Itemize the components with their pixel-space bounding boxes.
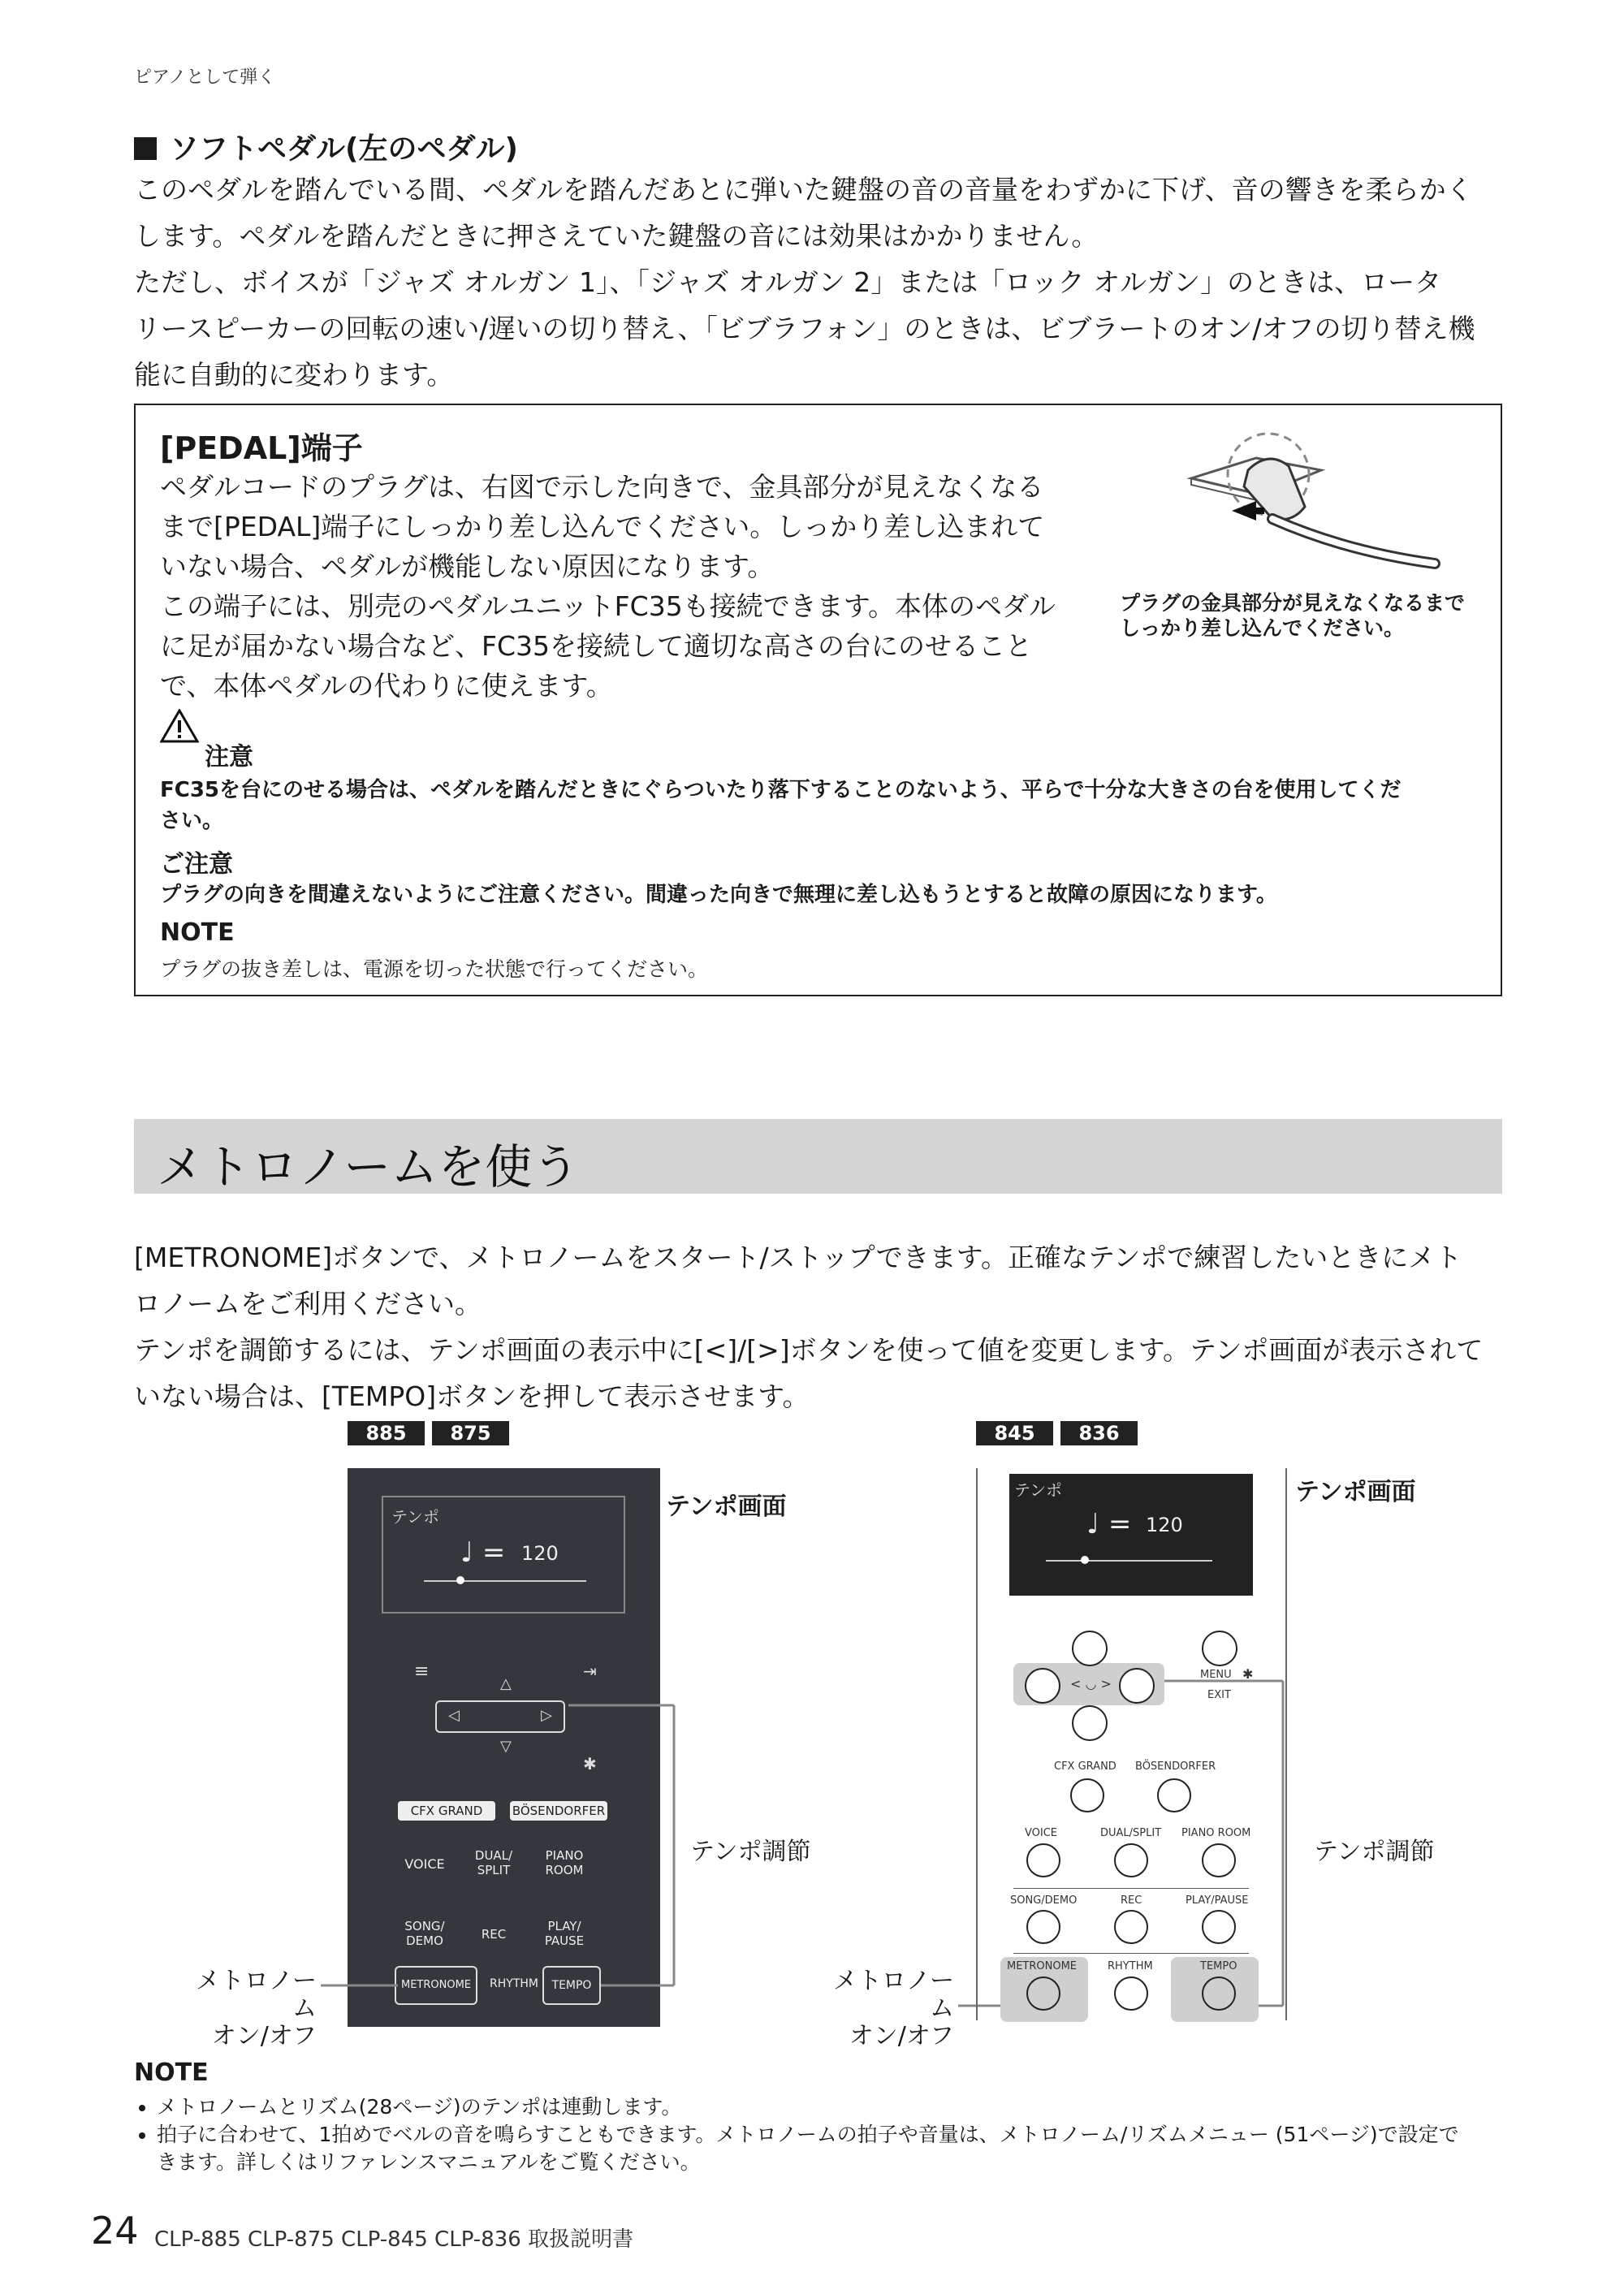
tempo-button[interactable]	[1202, 1976, 1236, 2011]
note-item	[157, 2121, 1514, 2176]
model-tag: 845	[976, 1421, 1053, 1445]
metronome-onoff-callout	[832, 1968, 954, 2050]
right-arrow-icon[interactable]: ▷	[541, 1707, 552, 1724]
metronome-line: いない場合は、[TEMPO]ボタンを押して表示させます。	[134, 1380, 810, 1412]
bosendorfer-button[interactable]: BÖSENDORFER	[510, 1801, 607, 1821]
soft-pedal-line: このペダルを踏んでいる間、ペダルを踏んだあとに弾いた鍵盤の音の音量をわずかに下げ、音の響きを柔らかく	[134, 174, 1473, 205]
tempo-button[interactable]: TEMPO	[542, 1966, 601, 2005]
bosendorfer-label: BÖSENDORFER	[1135, 1760, 1216, 1773]
soft-pedal-line: します。ペダルを踏んだときに押さえていた鍵盤の音には効果はかかりません。	[134, 220, 1099, 252]
model-tag: 875	[432, 1421, 509, 1445]
metronome-line: テンポを調節するには、テンポ画面の表示中に[<]/[>]ボタンを使って値を変更します。テンポ画面が表示されて	[134, 1334, 1484, 1366]
note-title: NOTE	[134, 2059, 209, 2087]
play-pause-label: PLAY/PAUSE	[1186, 1894, 1249, 1907]
metronome-section-title: メトロノームを使う	[157, 1139, 580, 1195]
divider	[1013, 1888, 1249, 1889]
rhythm-button[interactable]	[1114, 1976, 1148, 2011]
piano-room-label: PIANO ROOM	[1181, 1827, 1251, 1839]
soft-pedal-line: リースピーカーの回転の速い/遅いの切り替え、「ビブラフォン」のときは、ビブラートのオン/オフの切り替え機	[134, 313, 1475, 344]
screen-label: テンポ	[391, 1507, 439, 1527]
plug-caption-line: しっかり差し込んでください。	[1120, 616, 1405, 640]
tempo-value: 120	[521, 1542, 559, 1565]
metronome-button[interactable]	[1026, 1976, 1060, 2011]
callout-line: オン/オフ	[849, 2022, 954, 2050]
plug-caption-line: プラグの金具部分が見えなくなるまで	[1120, 591, 1466, 615]
song-demo-button[interactable]: SONG/ DEMO	[404, 1919, 445, 1948]
callout-line: メトロノーム	[832, 1967, 954, 2023]
note-item-text: きます。詳しくはリファレンスマニュアルをご覧ください。	[157, 2150, 701, 2174]
piano-room-button[interactable]	[1202, 1843, 1236, 1877]
caution-title: 注意	[205, 743, 253, 771]
metronome-line: ロノームをご利用ください。	[134, 1288, 482, 1320]
dual-split-button[interactable]: DUAL/ SPLIT	[474, 1848, 513, 1877]
tempo-adjust-callout: テンポ調節	[1314, 1838, 1435, 1866]
callout-line: メトロノーム	[195, 1967, 317, 2023]
pedal-box-line: ペダルコードのプラグは、右図で示した向きで、金具部分が見えなくなる	[160, 471, 1044, 503]
model-tag: 836	[1060, 1421, 1138, 1445]
running-header: ピアノとして弾く	[134, 67, 276, 88]
caution-line: さい。	[160, 809, 224, 833]
rec-button[interactable]: REC	[481, 1927, 507, 1942]
direction-arrows-icon: < ◡ >	[1070, 1676, 1112, 1691]
rec-label: REC	[1121, 1894, 1142, 1907]
down-button[interactable]	[1072, 1705, 1108, 1741]
note-item-text: 拍子に合わせて、1拍めでベルの音を鳴らすこともできます。メトロノームの拍子や音量は、メトロノーム/リズムメニュー (51ページ)で設定で	[157, 2123, 1459, 2146]
quarter-note-icon: ♩ =	[460, 1536, 506, 1569]
pedal-box-title: [PEDAL]端子	[160, 430, 363, 466]
tempo-screen	[1009, 1474, 1253, 1596]
pedal-box-line: この端子には、別売のペダルユニットFC35も接続できます。本体のペダル	[160, 590, 1056, 622]
bosendorfer-button[interactable]	[1157, 1778, 1191, 1812]
tempo-slider	[1046, 1560, 1212, 1562]
soft-pedal-title: ソフトペダル(左のペダル)	[170, 132, 518, 166]
metronome-label: METRONOME	[1007, 1960, 1078, 1972]
pedal-box-line: まで[PEDAL]端子にしっかり差し込んでください。しっかり差し込まれて	[160, 511, 1045, 542]
footer-title: CLP-885 CLP-875 CLP-845 CLP-836 取扱説明書	[154, 2227, 634, 2252]
song-demo-button[interactable]	[1026, 1910, 1060, 1944]
slider-knob	[1081, 1556, 1089, 1564]
left-arrow-icon[interactable]: ◁	[448, 1707, 460, 1724]
quarter-note-icon: ♩ =	[1086, 1508, 1132, 1540]
right-button[interactable]	[1119, 1668, 1155, 1704]
note-text: プラグの抜き差しは、電源を切った状態で行ってください。	[160, 957, 709, 981]
soft-pedal-line: ただし、ボイスが「ジャズ オルガン 1」、「ジャズ オルガン 2」または「ロック オルガン」のときは、ロータ	[134, 266, 1442, 298]
caution-line: FC35を台にのせる場合は、ペダルを踏んだときにぐらついたり落下することのないよう、平らで十分な大きさの台を使用してくだ	[160, 778, 1402, 802]
note-list	[134, 2093, 1514, 2176]
play-pause-button[interactable]: PLAY/ PAUSE	[544, 1919, 585, 1948]
menu-icon[interactable]: ≡	[414, 1661, 430, 1682]
piano-room-button[interactable]: PIANO ROOM	[545, 1848, 584, 1877]
menu-button[interactable]	[1202, 1631, 1237, 1666]
play-pause-button[interactable]	[1202, 1910, 1236, 1944]
notice-text: プラグの向きを間違えないようにご注意ください。間違った向きで無理に差し込もうとすると故障の原因になります。	[160, 883, 1277, 907]
rhythm-button[interactable]: RHYTHM	[490, 1977, 538, 1990]
tempo-value: 120	[1146, 1514, 1183, 1536]
exit-icon[interactable]: ⇥	[583, 1661, 597, 1681]
voice-button[interactable]: VOICE	[404, 1856, 445, 1872]
note-item: • メトロノームとリズム(28ページ)のテンポは連動します。	[157, 2093, 1514, 2121]
panel-edge	[976, 1468, 978, 2020]
song-demo-label: SONG/DEMO	[1010, 1894, 1078, 1907]
panel-edge	[1285, 1468, 1287, 2020]
pedal-box-line: に足が届かない場合など、FC35を接続して適切な高さの台にのせること	[160, 630, 1033, 662]
menu-label: MENU	[1200, 1669, 1232, 1681]
divider	[1013, 1953, 1249, 1954]
cfx-grand-button[interactable]	[1070, 1778, 1104, 1812]
cfx-grand-button[interactable]: CFX GRAND	[398, 1801, 495, 1821]
up-arrow-icon[interactable]: △	[500, 1675, 512, 1692]
tempo-label: TEMPO	[1200, 1960, 1237, 1972]
exit-label: EXIT	[1207, 1689, 1231, 1701]
dual-split-button[interactable]	[1114, 1843, 1148, 1877]
page-number: 24	[91, 2209, 139, 2253]
up-button[interactable]	[1072, 1631, 1108, 1666]
dual-split-label: DUAL/SPLIT	[1100, 1827, 1162, 1839]
rhythm-label: RHYTHM	[1108, 1960, 1153, 1972]
callout-line: オン/オフ	[211, 2022, 317, 2050]
cfx-grand-label: CFX GRAND	[1054, 1760, 1116, 1773]
pedal-box-line: いない場合、ペダルが機能しない原因になります。	[160, 551, 775, 582]
tempo-screen-callout: テンポ画面	[666, 1493, 787, 1521]
pedal-box-line: で、本体ペダルの代わりに使えます。	[160, 670, 613, 702]
metronome-line: [METRONOME]ボタンで、メトロノームをスタート/ストップできます。正確なテンポで練習したいときにメト	[134, 1242, 1462, 1273]
bluetooth-icon: ✱	[583, 1754, 597, 1773]
screen-label: テンポ	[1014, 1480, 1062, 1500]
voice-button[interactable]	[1026, 1843, 1060, 1877]
soft-pedal-line: 能に自動的に変わります。	[134, 359, 454, 391]
model-tag: 885	[348, 1421, 425, 1445]
voice-label: VOICE	[1025, 1827, 1058, 1839]
notice-title: ご注意	[160, 850, 233, 879]
metronome-button[interactable]: METRONOME	[395, 1966, 477, 2005]
bluetooth-icon: ✱	[1242, 1666, 1254, 1682]
down-arrow-icon[interactable]: ▽	[500, 1738, 512, 1755]
tempo-screen-callout: テンポ画面	[1295, 1478, 1416, 1506]
left-button[interactable]	[1025, 1668, 1060, 1704]
tempo-adjust-callout: テンポ調節	[690, 1838, 811, 1866]
rec-button[interactable]	[1114, 1910, 1148, 1944]
metronome-onoff-callout	[195, 1968, 317, 2050]
note-title: NOTE	[160, 918, 235, 947]
